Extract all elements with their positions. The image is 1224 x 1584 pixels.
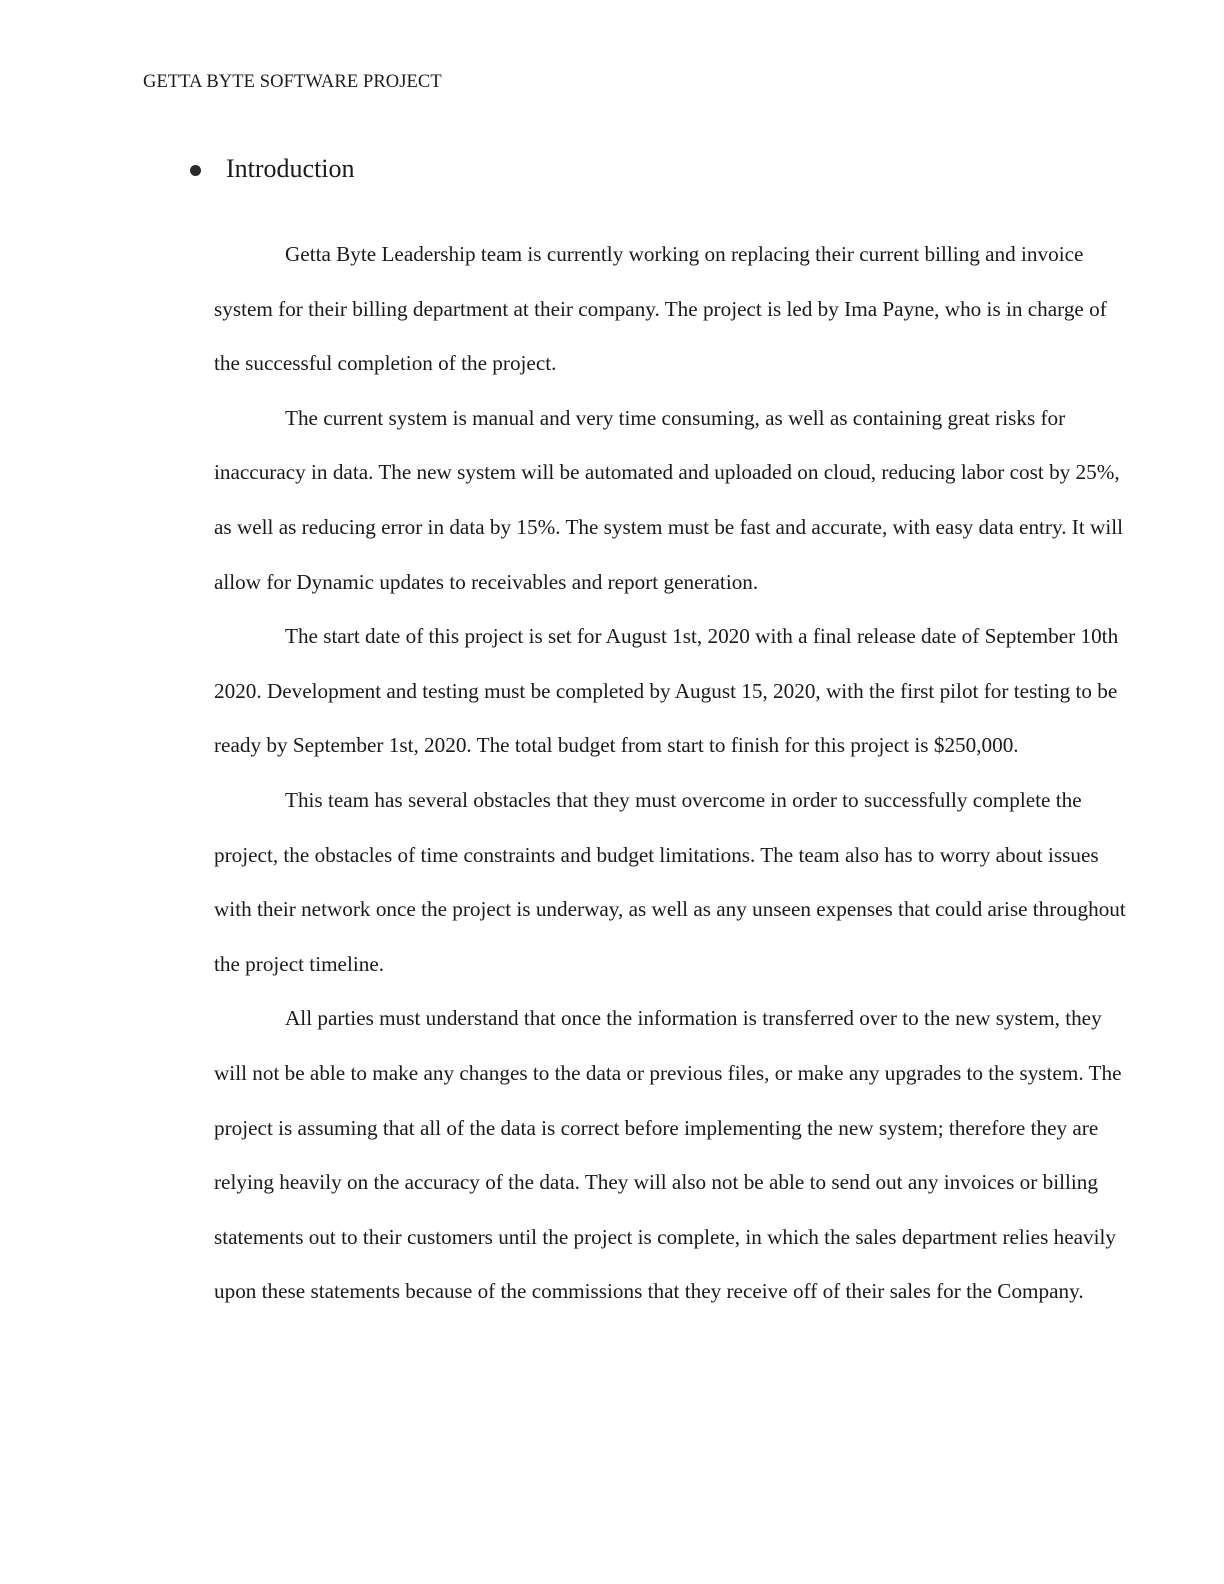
section-heading-introduction [190, 154, 355, 184]
paragraph-5: All parties must understand that once the information is transferred over to the new system, they will not be able to make any changes to the data or previous files, or make any upgrades to the system. The project is assuming that all of the data is correct before implementing the new system; therefore they are relying heavily on the accuracy of the data. They will also not be able to send out any invoices or billing statements out to their customers until the project is complete, in which the sales department relies heavily upon these statements because of the commissions that they receive off of their sales for the Company. [214, 1006, 1122, 1304]
body-text [214, 227, 1134, 1319]
paragraph-4: This team has several obstacles that they must overcome in order to successfully complete the project, the obstacles of time constraints and budget limitations. The team also has to worry about issues with their network once the project is underway, as well as any unseen expenses that could arise throughout the project timeline. [214, 787, 1126, 976]
paragraph-1: Getta Byte Leadership team is currently working on replacing their current billing and invoice system for their billing department at their company. The project is led by Ima Payne, who is in charge of the successful completion of the project. [214, 242, 1107, 376]
paragraph-2: The current system is manual and very time consuming, as well as containing great risks for inaccuracy in data. The new system will be automated and uploaded on cloud, reducing labor cost by 25%, as well as reducing error in data by 15%. The system must be fast and accurate, with easy data entry. It will allow for Dynamic updates to receivables and report generation. [214, 405, 1124, 594]
section-heading-text: Introduction [226, 154, 355, 183]
bullet-icon [190, 165, 201, 176]
paragraph-3: The start date of this project is set for August 1st, 2020 with a final release date of September 10th 2020. Development and testing must be completed by August 15, 2020, with the first pilot for testing to be ready by September 1st, 2020. The total budget from start to finish for this project is $250,000. [214, 624, 1119, 758]
running-head: GETTA BYTE SOFTWARE PROJECT [143, 72, 442, 92]
